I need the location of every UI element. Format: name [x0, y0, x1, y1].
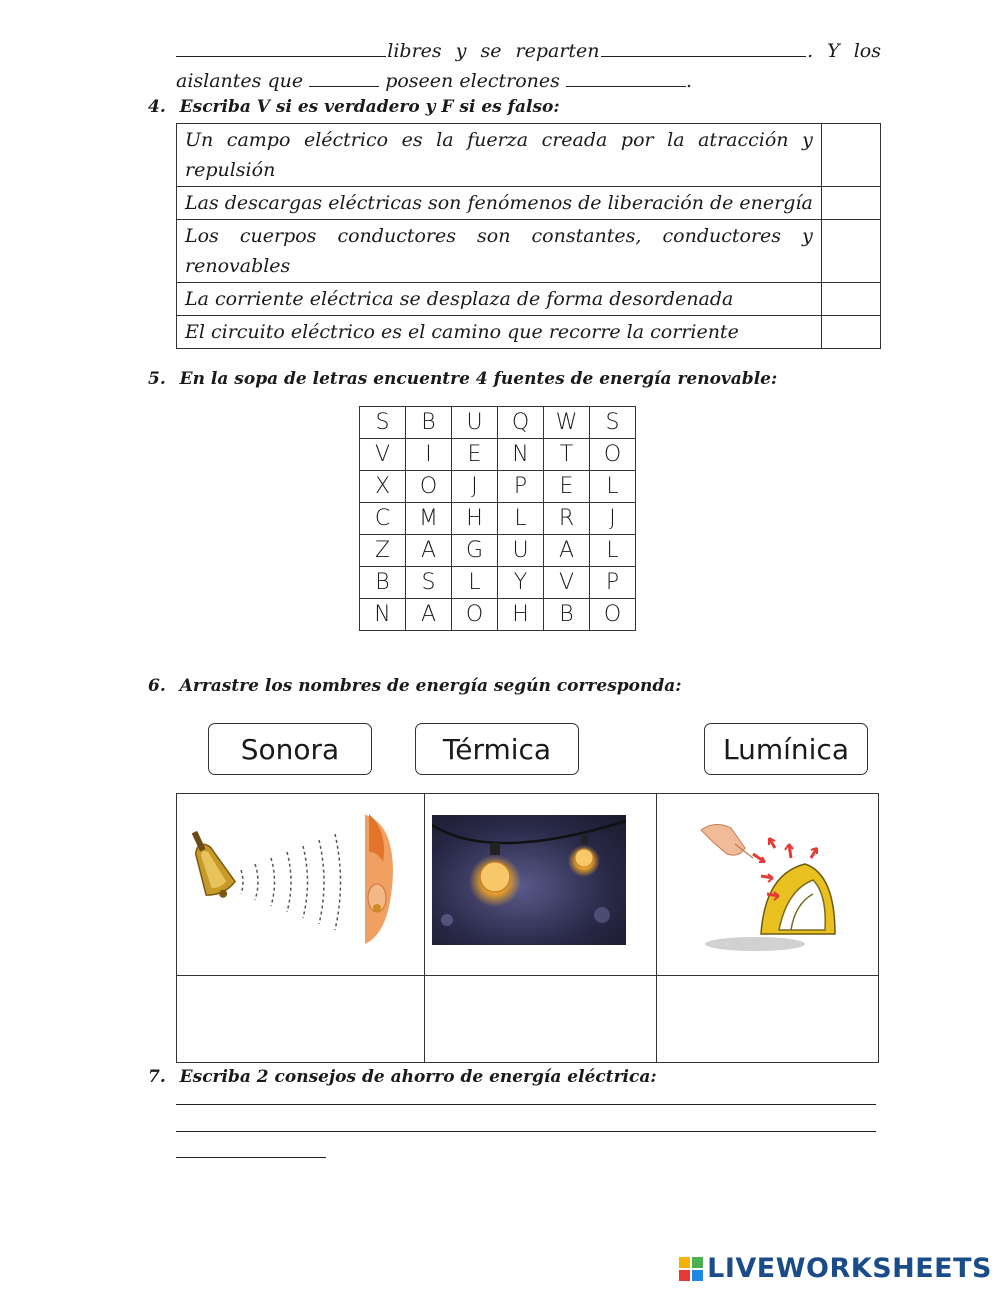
drop-zone-3[interactable] [657, 976, 878, 1062]
q6-heading [148, 676, 682, 696]
letter-cell[interactable]: L [590, 535, 636, 567]
drag-label-luminica[interactable]: Lumínica [704, 723, 868, 775]
fill-in-text-1: libres y se reparten [387, 40, 600, 62]
word-search-grid [359, 406, 636, 631]
letter-cell[interactable]: A [544, 535, 590, 567]
letter-cell[interactable]: P [498, 471, 544, 503]
letter-cell[interactable]: H [498, 599, 544, 631]
letter-cell[interactable]: S [590, 407, 636, 439]
light-bulbs-image [432, 815, 626, 945]
fill-in-text-2: . Y los [807, 40, 881, 62]
q6-title: Arrastre los nombres de energía según corresponda: [179, 676, 682, 696]
grid-row [360, 535, 636, 567]
letter-cell[interactable]: O [590, 599, 636, 631]
statement-1: Un campo eléctrico es la fuerza creada por la atracción y repulsión [177, 124, 822, 187]
blank-3[interactable] [309, 85, 379, 87]
grid-row [360, 407, 636, 439]
fill-in-text-5: . [685, 70, 693, 92]
q5-number: 5. [148, 369, 166, 389]
letter-cell[interactable]: N [498, 439, 544, 471]
letter-cell[interactable]: L [590, 471, 636, 503]
letter-cell[interactable]: A [406, 535, 452, 567]
statement-4: La corriente eléctrica se desplaza de forma desordenada [177, 283, 822, 316]
table-row [177, 187, 881, 220]
table-row [177, 220, 881, 283]
true-false-table [176, 123, 881, 349]
drag-label-termica[interactable]: Térmica [415, 723, 579, 775]
brand-name: LIVEWORKSHEETS [707, 1253, 992, 1284]
statement-3: Los cuerpos conductores son constantes, conductores y renovables [177, 220, 822, 283]
fill-in-text-3: aislantes que [176, 70, 304, 92]
letter-cell[interactable]: U [452, 407, 498, 439]
bell-sound-image [183, 812, 395, 948]
blank-2[interactable] [601, 55, 806, 57]
statement-5: El circuito eléctrico es el camino que recorre la corriente [177, 316, 822, 349]
letter-cell[interactable]: M [406, 503, 452, 535]
answer-cell-2[interactable] [821, 187, 880, 220]
letter-cell[interactable]: T [544, 439, 590, 471]
letter-cell[interactable]: O [452, 599, 498, 631]
letter-cell[interactable]: S [360, 407, 406, 439]
q7-title: Escriba 2 consejos de ahorro de energía eléctrica: [179, 1067, 657, 1087]
q7-number: 7. [148, 1067, 166, 1087]
q4-title: Escriba V si es verdadero y F si es falso: [179, 97, 560, 117]
letter-cell[interactable]: E [452, 439, 498, 471]
letter-cell[interactable]: C [360, 503, 406, 535]
letter-cell[interactable]: B [544, 599, 590, 631]
matching-grid [176, 793, 879, 1063]
letter-cell[interactable]: V [544, 567, 590, 599]
table-row [177, 316, 881, 349]
drag-label-sonora[interactable]: Sonora [208, 723, 372, 775]
letter-cell[interactable]: P [590, 567, 636, 599]
answer-line-1[interactable] [176, 1104, 876, 1105]
letter-cell[interactable]: W [544, 407, 590, 439]
letter-cell[interactable]: N [360, 599, 406, 631]
answer-cell-1[interactable] [821, 124, 880, 187]
letter-cell[interactable]: I [406, 439, 452, 471]
answer-cell-5[interactable] [821, 316, 880, 349]
letter-cell[interactable]: G [452, 535, 498, 567]
q6-number: 6. [148, 676, 166, 696]
letter-cell[interactable]: J [590, 503, 636, 535]
q4-heading [148, 97, 560, 117]
letter-cell[interactable]: Q [498, 407, 544, 439]
liveworksheets-brand [679, 1253, 992, 1284]
letter-cell[interactable]: L [452, 567, 498, 599]
grid-row [360, 567, 636, 599]
q4-number: 4. [148, 97, 166, 117]
letter-cell[interactable]: A [406, 599, 452, 631]
letter-cell[interactable]: B [360, 567, 406, 599]
letter-cell[interactable]: L [498, 503, 544, 535]
fill-in-text-4: poseen electrones [385, 70, 560, 92]
hand-iron-heat-image [695, 814, 845, 954]
letter-cell[interactable]: V [360, 439, 406, 471]
letter-cell[interactable]: O [590, 439, 636, 471]
letter-cell[interactable]: E [544, 471, 590, 503]
q5-title: En la sopa de letras encuentre 4 fuentes de energía renovable: [179, 369, 778, 389]
letter-cell[interactable]: B [406, 407, 452, 439]
letter-cell[interactable]: O [406, 471, 452, 503]
answer-cell-3[interactable] [821, 220, 880, 283]
fill-in-paragraph [176, 36, 881, 96]
drop-zone-1[interactable] [177, 976, 424, 1062]
letter-cell[interactable]: U [498, 535, 544, 567]
liveworksheets-logo-icon [679, 1257, 703, 1281]
letter-cell[interactable]: Y [498, 567, 544, 599]
blank-1[interactable] [176, 55, 386, 57]
blank-4[interactable] [566, 85, 686, 87]
grid-row [360, 503, 636, 535]
grid-row [360, 471, 636, 503]
letter-cell[interactable]: J [452, 471, 498, 503]
answer-cell-4[interactable] [821, 283, 880, 316]
grid-row [360, 439, 636, 471]
q5-heading [148, 369, 777, 389]
table-row [177, 124, 881, 187]
answer-line-3[interactable] [176, 1157, 326, 1158]
letter-cell[interactable]: H [452, 503, 498, 535]
letter-cell[interactable]: S [406, 567, 452, 599]
drop-zone-2[interactable] [425, 976, 656, 1062]
table-row [177, 283, 881, 316]
answer-line-2[interactable] [176, 1131, 876, 1132]
grid-row [360, 599, 636, 631]
q7-heading [148, 1067, 657, 1087]
letter-cell[interactable]: Z [360, 535, 406, 567]
statement-2: Las descargas eléctricas son fenómenos de liberación de energía [177, 187, 822, 220]
letter-cell[interactable]: X [360, 471, 406, 503]
letter-cell[interactable]: R [544, 503, 590, 535]
